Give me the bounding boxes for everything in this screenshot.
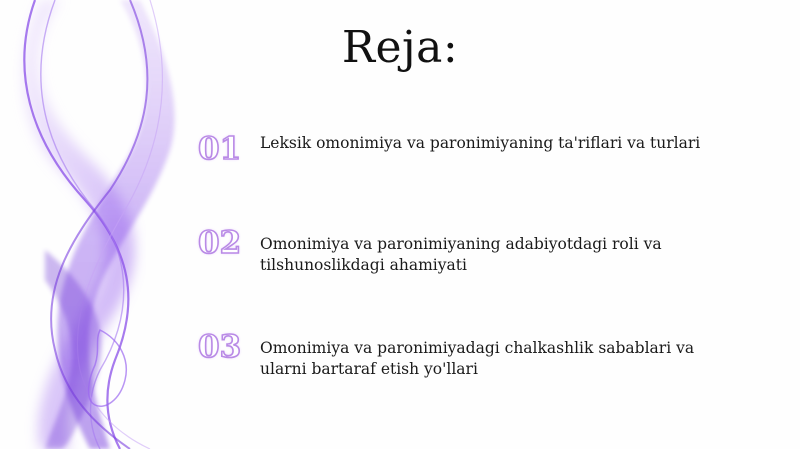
plan-item-number: 02	[198, 225, 242, 261]
purple-smoke-ribbon-decoration	[0, 0, 200, 449]
plan-item-2	[198, 226, 758, 276]
plan-item-text: Omonimiya va paronimiyadagi chalkashlik sabablari va ularni bartaraf etish yo'llari	[260, 339, 695, 378]
plan-item-number: 01	[198, 131, 242, 167]
plan-item-3	[198, 330, 758, 380]
plan-item-number: 03	[198, 329, 242, 365]
plan-item-text: Omonimiya va paronimiyaning adabiyotdagi roli va tilshunoslikdagi ahamiyati	[260, 235, 662, 274]
slide-title: Reja:	[341, 22, 459, 73]
plan-item-1	[198, 132, 758, 166]
plan-item-text: Leksik omonimiya va paronimiyaning ta'riflari va turlari	[260, 134, 701, 152]
